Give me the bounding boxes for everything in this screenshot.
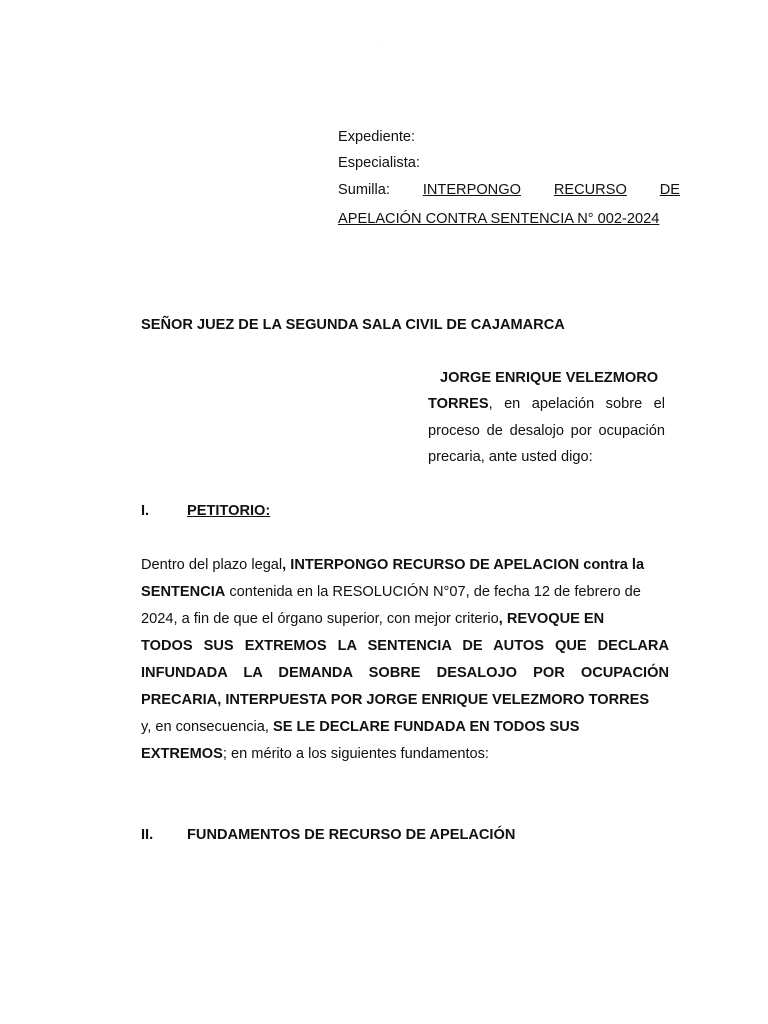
- section-2-title: FUNDAMENTOS DE RECURSO DE APELACIÓN: [187, 827, 516, 843]
- party-name-torres: TORRES: [428, 396, 489, 412]
- especialista-label: Especialista:: [338, 155, 420, 171]
- section-2-number: II.: [141, 827, 154, 843]
- petitorio-l2-a: SENTENCIA: [141, 584, 226, 600]
- party-line-2-rest: , en apelación sobre el: [488, 396, 665, 412]
- petitorio-line-5: INFUNDADA LA DEMANDA SOBRE DESALOJO POR OCUPACIÓN: [141, 665, 669, 681]
- petitorio-l8-b: ; en mérito a los siguientes fundamentos:: [222, 746, 489, 762]
- petitorio-l7-a: y, en consecuencia,: [141, 719, 273, 735]
- petitorio-line-6: PRECARIA, INTERPUESTA POR JORGE ENRIQUE VELEZMORO TORRES: [141, 692, 650, 708]
- party-line-4: precaria, ante usted digo:: [428, 449, 593, 465]
- petitorio-l3-a: 2024, a fin de que el órgano superior, con mejor criterio: [141, 611, 499, 627]
- petitorio-l7-b: SE LE DECLARE FUNDADA EN TODOS SUS: [272, 719, 580, 735]
- sumilla-label: Sumilla:: [338, 182, 390, 198]
- expediente-label: Expediente:: [338, 129, 416, 145]
- party-line-2: [428, 394, 665, 414]
- petitorio-line-8: [141, 744, 489, 764]
- party-name-line-1: JORGE ENRIQUE VELEZMORO: [440, 370, 659, 386]
- sumilla-word-2: RECURSO: [553, 182, 627, 198]
- sumilla-line-2: APELACIÓN CONTRA SENTENCIA N° 002-2024: [338, 211, 660, 227]
- petitorio-line-7: [141, 717, 579, 737]
- section-1-title: PETITORIO:: [187, 503, 271, 519]
- top-mark: ........: [379, 43, 387, 47]
- petitorio-line-2: [141, 582, 641, 602]
- petitorio-l8-a: EXTREMOS: [141, 746, 223, 762]
- petitorio-l1-a: Dentro del plazo legal: [141, 557, 283, 573]
- petitorio-l1-b: , INTERPONGO RECURSO DE APELACION contra la: [282, 557, 645, 573]
- petitorio-l3-b: , REVOQUE EN: [498, 611, 605, 627]
- sumilla-line: [338, 177, 680, 203]
- addressee: SEÑOR JUEZ DE LA SEGUNDA SALA CIVIL DE CAJAMARCA: [141, 317, 565, 333]
- section-1-number: I.: [141, 503, 150, 519]
- sumilla-word-1: INTERPONGO: [422, 182, 521, 198]
- petitorio-line-4: TODOS SUS EXTREMOS LA SENTENCIA DE AUTOS QUE DECLARA: [141, 638, 669, 654]
- sumilla-word-3: DE: [659, 182, 680, 198]
- petitorio-line-1: [141, 555, 644, 575]
- petitorio-l2-b: contenida en la RESOLUCIÓN N°07, de fecha 12 de febrero de: [225, 584, 641, 600]
- party-line-3: proceso de desalojo por ocupación: [428, 423, 665, 439]
- petitorio-line-3: [141, 609, 604, 629]
